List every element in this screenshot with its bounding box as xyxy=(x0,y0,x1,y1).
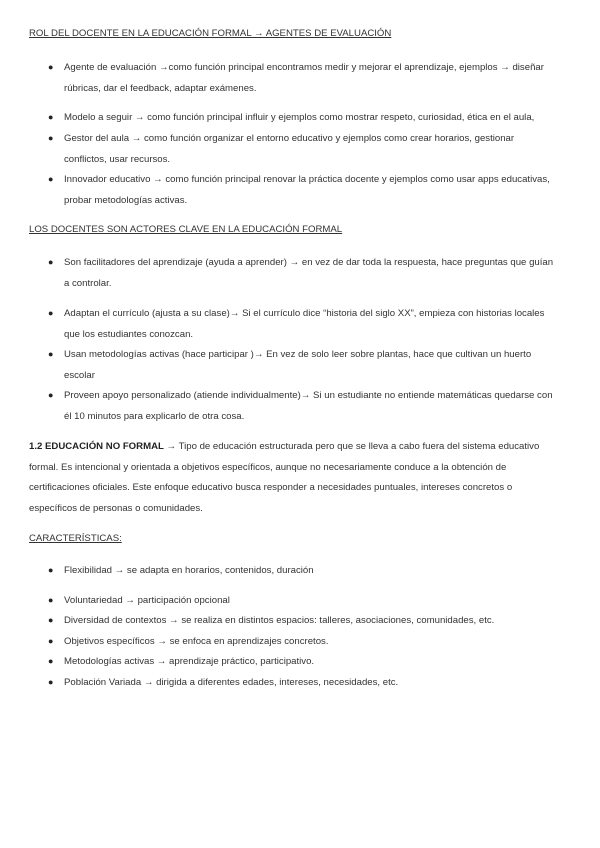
bullet-icon: ● xyxy=(48,308,54,318)
bullet-icon: ● xyxy=(48,174,54,184)
list-item-line: que los estudiantes conozcan. xyxy=(64,328,194,340)
bullet-icon: ● xyxy=(48,677,54,687)
list-item-line: Flexibilidad → se adapta en horarios, contenidos, duración xyxy=(64,565,314,576)
bullet-icon: ● xyxy=(48,565,54,575)
bullet-icon: ● xyxy=(48,390,54,400)
bullet-icon: ● xyxy=(48,615,54,625)
paragraph-line: formal. Es intencional y orientada a objetivos específicos, aunque no necesariamente conduce a la obtención de xyxy=(29,461,507,473)
bullet-icon: ● xyxy=(48,636,54,646)
list-item-line: Diversidad de contextos → se realiza en distintos espacios: talleres, asociaciones, comunidades, etc. xyxy=(64,615,495,626)
list-item-line: Agente de evaluación →como función principal encontramos medir y mejorar el aprendizaje, ejemplos → diseñar xyxy=(64,62,544,73)
bullet-icon: ● xyxy=(48,656,54,666)
section-heading-actores-clave: LOS DOCENTES SON ACTORES CLAVE EN LA EDUCACIÓN FORMAL xyxy=(29,224,343,235)
list-item-line: Usan metodologías activas (hace participar )→ En vez de solo leer sobre plantas, hace que cultivan un huerto xyxy=(64,349,532,360)
list-item-line: Proveen apoyo personalizado (atiende individualmente)→ Si un estudiante no entiende matemáticas quedarse con xyxy=(64,390,553,401)
list-item-line: Adaptan el currículo (ajusta a su clase)→ Si el currículo dice “historia del siglo XX”, empieza con historias locales xyxy=(64,308,545,319)
bullet-icon: ● xyxy=(48,62,54,72)
section-heading-caracteristicas: CARACTERÍSTICAS: xyxy=(29,533,122,544)
bullet-icon: ● xyxy=(48,257,54,267)
list-item-line: él 10 minutos para explicarlo de otra cosa. xyxy=(64,410,245,422)
section-title-educacion-no-formal: 1.2 EDUCACIÓN NO FORMAL xyxy=(29,441,164,452)
bullet-icon: ● xyxy=(48,595,54,605)
list-item-line: Población Variada → dirigida a diferentes edades, intereses, necesidades, etc. xyxy=(64,677,399,688)
list-item-line: Voluntariedad → participación opcional xyxy=(64,595,230,606)
list-item-line: Metodologías activas → aprendizaje práctico, participativo. xyxy=(64,656,315,667)
paragraph-line: certificaciones oficiales. Este enfoque educativo busca responder a necesidades puntuales, intereses concretos o xyxy=(29,482,513,494)
list-item-line: Gestor del aula → como función organizar el entorno educativo y ejemplos como crear horarios, gestionar xyxy=(64,133,515,144)
paragraph-line: específicos de personas o comunidades. xyxy=(29,502,203,514)
list-item-line: conflictos, usar recursos. xyxy=(64,153,171,165)
list-item-line: a controlar. xyxy=(64,277,112,289)
list-item-line: Objetivos específicos → se enfoca en aprendizajes concretos. xyxy=(64,636,329,647)
paragraph-educacion-no-formal xyxy=(29,437,574,519)
list-item-line: rúbricas, dar el feedback, adaptar exámenes. xyxy=(64,82,257,94)
list-item-line: escolar xyxy=(64,369,95,381)
list-item-line: Son facilitadores del aprendizaje (ayuda a aprender) → en vez de dar toda la respuesta, hace preguntas que guían xyxy=(64,257,554,268)
bullet-icon: ● xyxy=(48,349,54,359)
list-item-line: Modelo a seguir → como función principal influir y ejemplos como mostrar respeto, curiosidad, ética en el aula, xyxy=(64,112,535,123)
list-item-line: probar metodologías activas. xyxy=(64,194,188,206)
list-item-line: Innovador educativo → como función principal renovar la práctica docente y ejemplos como usar apps educativas, xyxy=(64,174,550,185)
section-heading-rol-docente: ROL DEL DOCENTE EN LA EDUCACIÓN FORMAL → AGENTES DE EVALUACIÓN xyxy=(29,28,392,39)
paragraph-line: → Tipo de educación estructurada pero que se lleva a cabo fuera del sistema educativo xyxy=(163,441,540,452)
bullet-icon: ● xyxy=(48,133,54,143)
bullet-icon: ● xyxy=(48,112,54,122)
